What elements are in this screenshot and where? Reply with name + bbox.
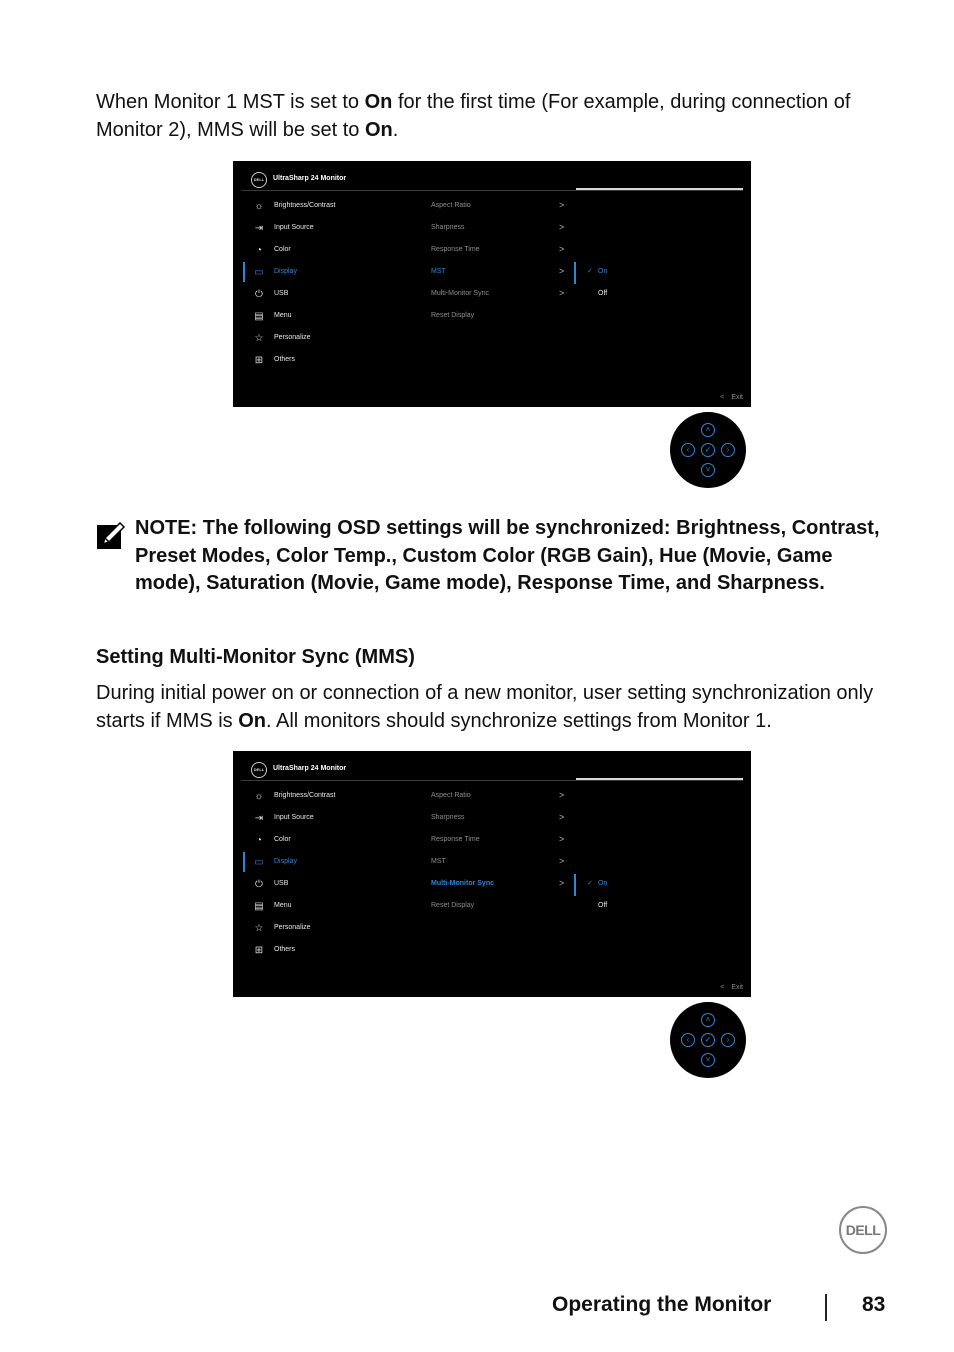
osd-model-name: UltraSharp 24 Monitor [273,175,347,182]
chevron-right-icon: > [559,834,565,844]
footer-divider [825,1294,827,1321]
text: . [392,118,399,141]
osd-column-highlight [576,188,743,190]
osd-menu-item-display[interactable]: ▭ Display [254,857,297,868]
personalize-star-icon: ☆ [254,333,264,344]
joystick-left-icon: ‹ [681,1033,695,1047]
osd-option-bar [574,874,576,896]
osd-selection-bar [243,262,245,282]
osd-submenu-aspect-ratio[interactable]: Aspect Ratio > [431,200,565,210]
chevron-right-icon: > [559,222,565,232]
note-text: NOTE: The following OSD settings will be synchronized: Brightness, Contrast, Preset Modes, Color Temp., Custom Color (RGB Gain), Hue (Movie, Game mode), Saturation (Movie, Game mode), Response Time, and Sharpness. [135,517,880,594]
display-icon: ▭ [254,857,264,868]
osd-submenu-mst[interactable]: MST > [431,266,565,276]
intro-paragraph [96,89,896,144]
osd-submenu-sharpness[interactable]: Sharpness > [431,222,565,232]
joystick-up-icon: ˄ [701,1013,715,1027]
chevron-left-icon: < [720,394,725,401]
osd-menu-item-brightness[interactable]: ☼ Brightness/Contrast [254,201,336,212]
joystick-diagram-1 [670,412,746,488]
osd-submenu-multi-monitor-sync[interactable]: Multi-Monitor Sync > [431,878,565,888]
chevron-right-icon: > [559,288,565,298]
osd-menu-item-usb[interactable]: ⏻ USB [253,878,403,892]
input-source-icon: ⇥ [254,223,264,234]
input-source-icon: ⇥ [254,813,264,824]
osd-option-on[interactable]: ✓ On [587,880,608,887]
osd-submenu-sharpness[interactable]: Sharpness > [431,812,565,822]
others-icon: ⊞ [254,945,264,956]
dell-logo: DELL [251,762,267,778]
dell-logo: DELL [251,172,267,188]
joystick-down-icon: ˅ [701,1053,715,1067]
chevron-right-icon: > [559,266,565,276]
section-paragraph [96,680,896,735]
osd-menu-item-color[interactable]: ◔ Color [253,244,403,258]
display-icon: ▭ [254,267,264,278]
osd-menu-item-others[interactable]: ⊞ Others [254,355,296,366]
section-heading: Setting Multi-Monitor Sync (MMS) [96,646,415,668]
osd-screenshot-1 [233,161,751,407]
chevron-right-icon: > [559,790,565,800]
osd-selection-bar [243,852,245,872]
usb-icon: ⏻ [255,879,263,890]
chevron-right-icon: > [559,856,565,866]
osd-menu-item-color[interactable]: ◔ Color [253,834,403,848]
osd-option-off[interactable]: Off [598,902,608,909]
osd-exit[interactable]: < Exit [720,394,743,401]
osd-submenu-multi-monitor-sync[interactable]: Multi-Monitor Sync > [431,288,565,298]
chevron-right-icon: > [559,200,565,210]
joystick-right-icon: › [721,1033,735,1047]
joystick-ok-icon: ✓ [701,1033,715,1047]
osd-menu-item-menu[interactable]: ▤ Menu [254,311,292,322]
joystick-diagram-2 [670,1002,746,1078]
osd-submenu-reset-display[interactable]: Reset Display [431,312,475,319]
osd-exit[interactable]: < Exit [720,984,743,991]
osd-submenu-response-time[interactable]: Response Time > [431,244,565,254]
osd-submenu-reset-display[interactable]: Reset Display [431,902,475,909]
osd-menu-item-brightness[interactable]: ☼ Brightness/Contrast [254,791,336,802]
bold-on: On [364,91,393,113]
color-icon: ◔ [255,245,263,256]
joystick-left-icon: ‹ [681,443,695,457]
osd-submenu-mst[interactable]: MST > [431,856,565,866]
osd-model-name: UltraSharp 24 Monitor [273,765,347,772]
bold-on: On [364,118,393,141]
chevron-right-icon: > [559,244,565,254]
menu-icon: ▤ [254,311,264,322]
chevron-right-icon: > [559,812,565,822]
joystick-right-icon: › [721,443,735,457]
dell-logo: DELL [839,1206,887,1254]
check-icon: ✓ [587,268,593,275]
footer-section-title: Operating the Monitor [552,1293,772,1316]
osd-menu-item-display[interactable]: ▭ Display [254,267,297,278]
osd-menu-item-input-source[interactable]: ⇥ Input Source [254,813,314,824]
color-icon: ◔ [255,835,263,846]
bold-on: On [238,709,267,732]
joystick-ok-icon: ✓ [701,443,715,457]
text: . All monitors should synchronize settings from Monitor 1. [266,709,772,732]
brightness-icon: ☼ [254,201,264,212]
osd-menu-item-input-source[interactable]: ⇥ Input Source [254,223,314,234]
osd-menu-item-personalize[interactable]: ☆ Personalize [254,923,311,934]
check-icon: ✓ [587,880,593,887]
personalize-star-icon: ☆ [254,923,264,934]
osd-submenu-aspect-ratio[interactable]: Aspect Ratio > [431,790,565,800]
joystick-down-icon: ˅ [701,463,715,477]
osd-option-on[interactable]: ✓ On [587,268,608,275]
menu-icon: ▤ [254,901,264,912]
osd-menu-item-usb[interactable]: ⏻ USB [253,288,403,302]
text: During initial power on or connection of a new monitor, user setting synchronization only starts if MMS is [96,682,874,732]
osd-option-off[interactable]: Off [598,290,608,297]
others-icon: ⊞ [254,355,264,366]
chevron-right-icon: > [559,878,565,888]
brightness-icon: ☼ [254,791,264,802]
osd-screenshot-2 [233,751,751,997]
chevron-left-icon: < [720,984,725,991]
osd-column-highlight [576,778,743,780]
osd-menu-item-others[interactable]: ⊞ Others [254,945,296,956]
osd-option-bar [574,262,576,284]
osd-menu-item-menu[interactable]: ▤ Menu [254,901,292,912]
usb-icon: ⏻ [255,289,263,300]
pencil-note-icon [96,522,126,550]
text: for the first time (For example, during connection of Monitor 2), MMS will be set to [96,91,851,141]
osd-submenu-response-time[interactable]: Response Time > [431,834,565,844]
osd-menu-item-personalize[interactable]: ☆ Personalize [254,333,311,344]
page-number: 83 [862,1293,886,1316]
text: When Monitor 1 MST is set to [96,91,365,113]
joystick-up-icon: ˄ [701,423,715,437]
